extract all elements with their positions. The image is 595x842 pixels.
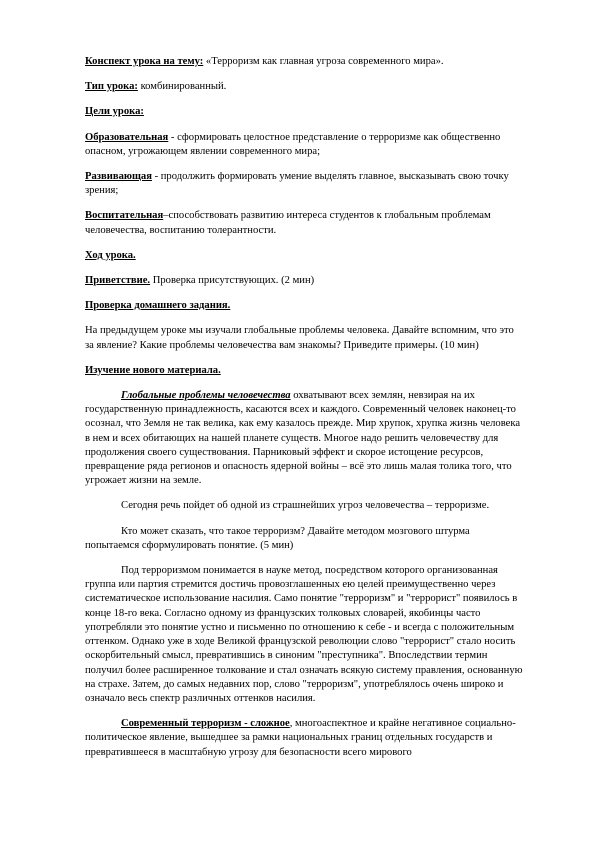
type-label: Тип урока: [85,81,138,93]
goal-edu-label: Образовательная [85,131,169,143]
brainstorm-paragraph: Кто может сказать, что такое терроризм? Давайте методом мозгового штурма попытаемся сформулировать понятие. (5 мин) [85,525,470,551]
goal-dev-text: - продолжить формировать умение выделять главное, высказывать свою точку зрения; [85,171,509,197]
definition-paragraph: Под терроризмом понимается в науке метод, посредством которого организованная группа или партия стремится достичь провозглашенных ею целей преимущественно через систематическое использование насилия. Само понятие "терроризм" и "террорист" появилось в конце 18-го века. Согласно одному из французских толковых словарей, якобинцы часто употребляли это понятие устно и письменно по отношению к себе - и всегда с положительным оттенком. Однако уже в ходе Великой французской революции слово "террорист" стало носить оскорбительный смысл, превратившись в синоним "преступника". Впоследствии термин получил более расширенное толкование и стал означать всякую систему правления, основанную на страхе. Затем, до самых недавних пор, слово "терроризм", употреблялось очень широко и означало весь спектр различных оттенков насилия. [85,565,523,704]
topic-value: «Терроризм как главная угроза современного мира». [203,56,444,67]
type-value: комбинированный. [137,81,227,93]
greeting-label: Приветствие. [85,275,151,287]
goal-upbringing [85,209,525,237]
global-text: охватывают всех землян, невзирая на их государственную принадлежность, касаются всех и каждого. Современный человек наконец-то осознал, что Земля не так велика, как ему казалось прежде. Мир хрупок, хрупка жизнь человека в нем и всех обитающих на нашей планете существ. Многое надо решить человечеству для продолжения своего существования. Парниковый эффект и скорое истощение ресурсов, превращение ряда регионов и опасность ядерной войны – всё это лишь малая толика того, что угрожает жизни на земле. [85,390,521,487]
lesson-type [85,80,525,94]
goal-edu-text: - сформировать целостное представление о терроризме как общественно опасном, угрожающем явлении современного мира; [85,131,501,157]
new-material-heading: Изучение нового материала. [85,364,221,376]
topic-label: Конспект урока на тему: [85,56,204,67]
modern-text: , многоаспектное и крайне негативное социально-политическое явление, вышедшее за рамки национальных границ отдельных государств и превратившееся в масштабную угрозу для безопасности всего мирового [85,718,516,758]
today-paragraph: Сегодня речь пойдет об одной из страшнейших угроз человечества – терроризме. [121,500,490,512]
goal-dev-label: Развивающая [85,171,152,183]
global-problems-paragraph [85,389,525,488]
homework-text: На предыдущем уроке мы изучали глобальные проблемы человека. Давайте вспомним, что это за явление? Какие проблемы человечества вам знакомы? Приведите примеры. (10 мин) [85,325,514,351]
homework-heading: Проверка домашнего задания. [85,300,231,312]
goal-educational [85,131,525,159]
greeting [85,274,525,288]
goal-developing [85,170,525,198]
goals-heading: Цели урока: [85,106,144,118]
lesson-topic [85,55,525,69]
modern-terrorism-paragraph [85,717,525,760]
greeting-text: Проверка присутствующих. (2 мин) [150,275,315,287]
course-heading: Ход урока. [85,249,136,261]
document-body [85,55,525,760]
global-term: Глобальные проблемы человечества [121,390,291,402]
goal-up-label: Воспитательная [85,210,164,222]
goal-up-text: –способствовать развитию интереса студентов к глобальным проблемам человечества, воспитанию толерантности. [85,210,491,236]
modern-label: Современный терроризм - сложное [121,718,290,730]
